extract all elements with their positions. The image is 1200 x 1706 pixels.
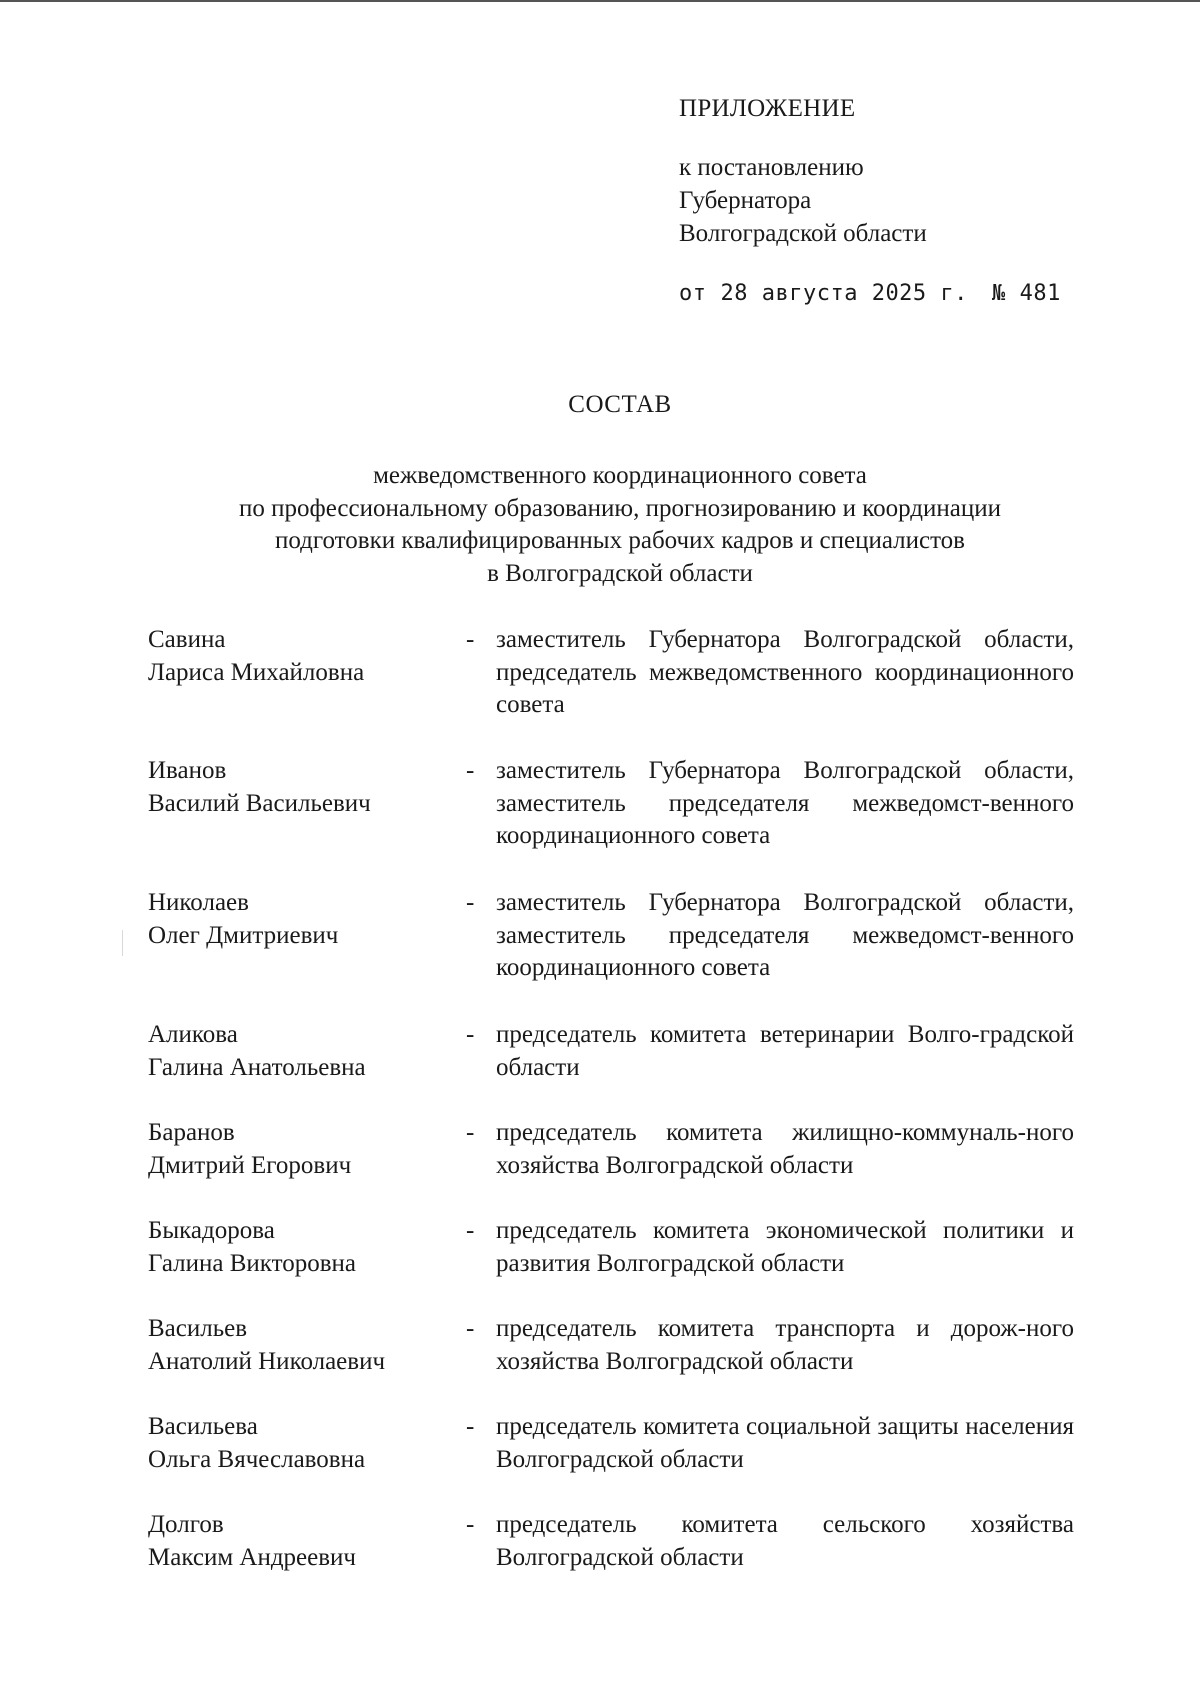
- member-dash: -: [466, 1315, 475, 1342]
- member-name: [148, 1509, 466, 1574]
- appendix-block: [679, 92, 1139, 310]
- member-surname: Васильев: [148, 1315, 248, 1342]
- members-list: [148, 624, 1088, 1579]
- member-dash: -: [466, 1119, 475, 1146]
- member-given-names: Анатолий Николаевич: [148, 1347, 386, 1375]
- subtitle-line: межведомственного координационного совета: [373, 462, 867, 489]
- member-row: [148, 1313, 1088, 1411]
- member-row: [148, 755, 1088, 887]
- appendix-date-line: [679, 277, 1139, 310]
- appendix-ref-line: Волгоградской области: [679, 220, 927, 247]
- member-role: председатель комитета ветеринарии Волго-градской области: [496, 1021, 1074, 1081]
- member-role: председатель комитета сельского хозяйства Волгоградской области: [496, 1511, 1074, 1571]
- subtitle-line: по профессиональному образованию, прогнозированию и координации: [239, 494, 1001, 522]
- document-number: 481: [1019, 281, 1061, 306]
- member-surname: Николаев: [148, 889, 249, 916]
- member-name: [148, 887, 466, 952]
- member-name: [148, 624, 466, 689]
- date-value: 28 августа 2025 г.: [720, 281, 968, 306]
- member-row: [148, 887, 1088, 1019]
- member-role: заместитель Губернатора Волгоградской области, заместитель председателя межведомст-венного координационного совета: [496, 889, 1074, 981]
- member-dash: -: [466, 626, 475, 653]
- number-sign: №: [991, 281, 1006, 306]
- member-dash: -: [466, 757, 475, 784]
- date-prefix: от: [679, 281, 707, 306]
- member-role: председатель комитета транспорта и дорож-ного хозяйства Волгоградской области: [496, 1315, 1074, 1375]
- member-row: [148, 624, 1088, 755]
- member-row: [148, 1215, 1088, 1313]
- member-given-names: Лариса Михайловна: [148, 658, 365, 686]
- member-dash: -: [466, 1021, 475, 1048]
- page-top-edge: [0, 0, 1200, 2]
- member-role: заместитель Губернатора Волгоградской области, заместитель председателя межведомст-венного координационного совета: [496, 757, 1074, 849]
- scan-margin-mark: [122, 930, 123, 956]
- member-surname: Баранов: [148, 1119, 235, 1146]
- member-surname: Васильева: [148, 1413, 258, 1440]
- appendix-reference: [679, 151, 1139, 250]
- member-row: [148, 1019, 1088, 1117]
- member-given-names: Дмитрий Егорович: [148, 1151, 352, 1179]
- member-name: [148, 1019, 466, 1084]
- member-role: председатель комитета жилищно-коммуналь-ного хозяйства Волгоградской области: [496, 1119, 1074, 1179]
- member-dash: -: [466, 1413, 475, 1440]
- member-given-names: Олег Дмитриевич: [148, 921, 339, 949]
- document-title: СОСТАВ: [568, 391, 672, 418]
- member-given-names: Василий Васильевич: [148, 789, 371, 817]
- subtitle-line: в Волгоградской области: [487, 559, 753, 587]
- subtitle-line: подготовки квалифицированных рабочих кадров и специалистов: [275, 527, 965, 554]
- member-surname: Аликова: [148, 1021, 238, 1048]
- member-name: [148, 1117, 466, 1182]
- member-role: заместитель Губернатора Волгоградской области, председатель межведомственного координационного совета: [496, 626, 1074, 718]
- member-given-names: Галина Анатольевна: [148, 1053, 366, 1081]
- member-given-names: Максим Андреевич: [148, 1543, 356, 1571]
- member-name: [148, 755, 466, 820]
- member-dash: -: [466, 1217, 475, 1244]
- member-surname: Савина: [148, 626, 226, 653]
- member-surname: Долгов: [148, 1511, 224, 1538]
- member-dash: -: [466, 1511, 475, 1538]
- appendix-ref-line: к постановлению: [679, 154, 864, 181]
- document-subtitle: [150, 460, 1090, 590]
- appendix-title: ПРИЛОЖЕНИЕ: [679, 95, 856, 122]
- member-surname: Быкадорова: [148, 1217, 275, 1244]
- member-dash: -: [466, 889, 475, 916]
- appendix-ref-line: Губернатора: [679, 187, 812, 214]
- member-surname: Иванов: [148, 757, 227, 784]
- member-role: председатель комитета экономической политики и развития Волгоградской области: [496, 1217, 1074, 1277]
- member-row: [148, 1411, 1088, 1509]
- member-role: председатель комитета социальной защиты населения Волгоградской области: [496, 1413, 1074, 1473]
- member-given-names: Галина Викторовна: [148, 1249, 356, 1277]
- member-row: [148, 1509, 1088, 1579]
- member-given-names: Ольга Вячеславовна: [148, 1445, 366, 1473]
- member-name: [148, 1215, 466, 1280]
- member-name: [148, 1411, 466, 1476]
- member-row: [148, 1117, 1088, 1215]
- member-name: [148, 1313, 466, 1378]
